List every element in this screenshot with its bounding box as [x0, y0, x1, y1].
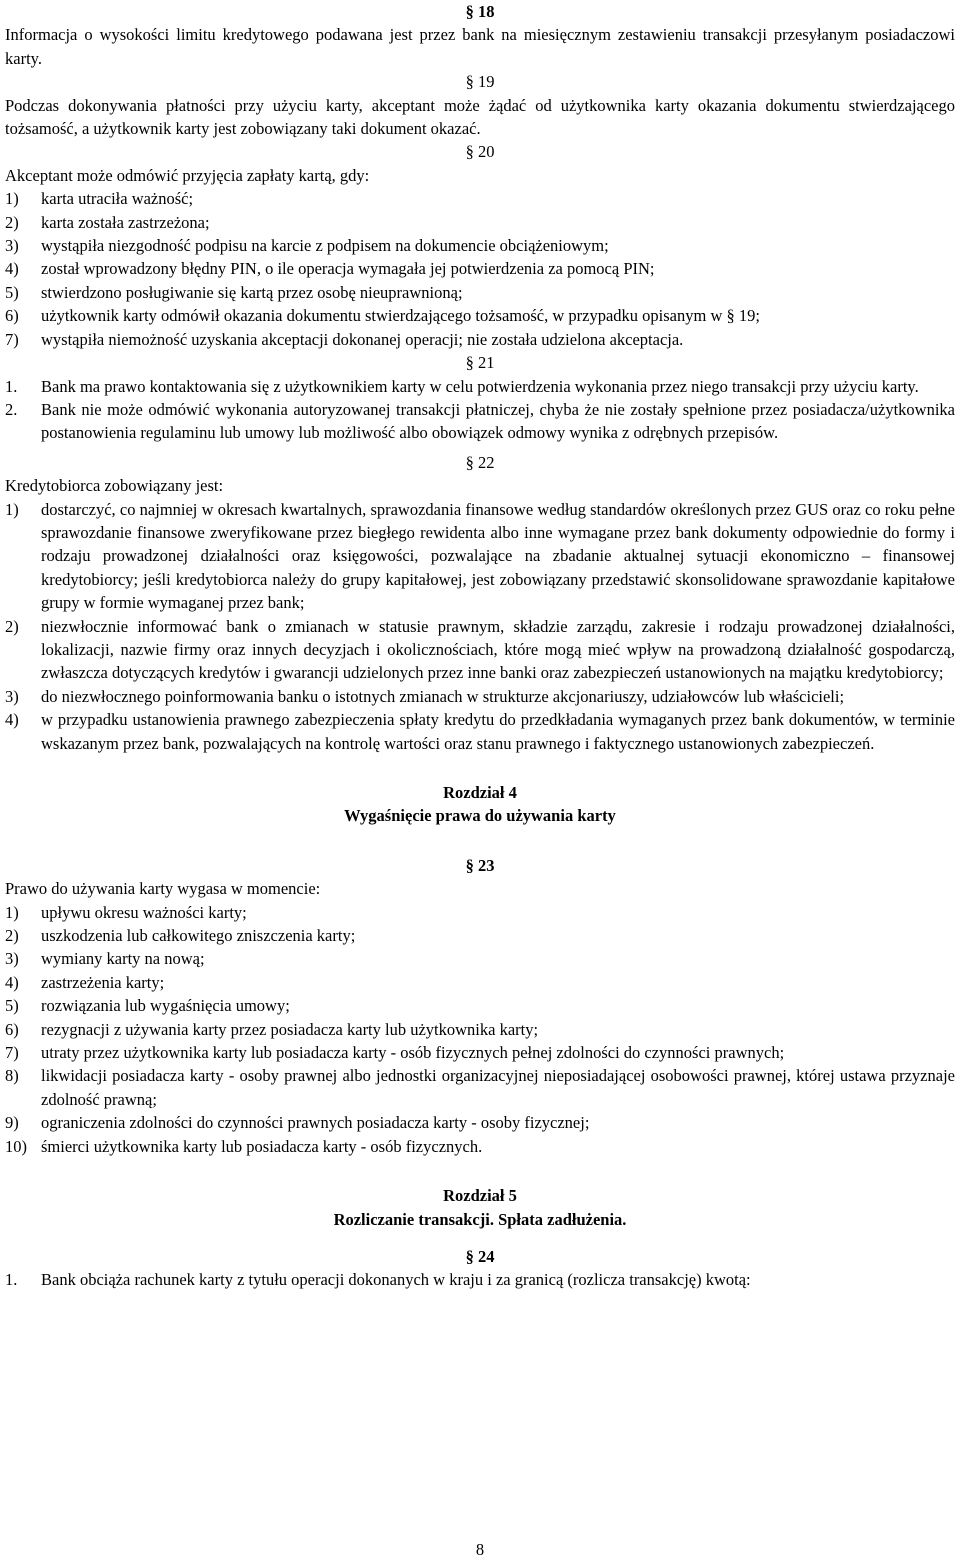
section-19-text: Podczas dokonywania płatności przy użyciu karty, akceptant może żądać od użytkownika karty okazania dokumentu stwierdzającego tożsamość, a użytkownik karty jest zobowiązany taki dokument okazać. [5, 95, 955, 139]
list-item-text: dostarczyć, co najmniej w okresach kwartalnych, sprawozdania finansowe według standardów określonych przez GUS oraz co roku pełne sprawozdanie finansowe zweryfikowane przez biegłego rewidenta albo inne wymagane przez bank dokumenty odpowiednie do formy i rodzaju prowadzonej działalności oraz księgowości, pozwalające na zbadanie aktualnej sytuacji ekonomiczno – finansowej kredytobiorcy; jeśli kredytobiorca należy do grupy kapitałowej, jest zobowiązany przedstawić skonsolidowane sprawozdanie kapitałowe grupy w formie wymaganej przez bank; [41, 499, 955, 613]
list-item [5, 1041, 955, 1064]
section-23-intro: Prawo do używania karty wygasa w momencie: [5, 879, 321, 899]
list-item-text: Bank ma prawo kontaktowania się z użytkownikiem karty w celu potwierdzenia wykonania przez niego transakcji przy użyciu karty. [41, 376, 919, 396]
list-item-number: 2) [5, 926, 19, 946]
chapter-label: Rozdział 5 [443, 1186, 517, 1206]
list-item-number: 1) [5, 902, 19, 922]
list-item-number: 10) [5, 1136, 27, 1156]
list-item [5, 1268, 955, 1291]
section-18-text: Informacja o wysokości limitu kredytowego podawana jest przez bank na miesięcznym zestawieniu transakcji przesyłanym posiadaczowi karty. [5, 25, 955, 68]
chapter-title: Wygaśnięcie prawa do używania karty [344, 806, 616, 826]
list-item [5, 901, 955, 924]
list-item-text: stwierdzono posługiwanie się kartą przez osobę nieuprawnioną; [41, 282, 463, 302]
list-item-text: w przypadku ustanowienia prawnego zabezpieczenia spłaty kredytu do przedkładania wymaganych przez bank dokumentów, w terminie wskazanym przez bank, pozwalających na kontrolę wartości oraz stanu prawnego i faktycznego ustanowionych zabezpieczeń. [41, 710, 955, 753]
list-item [5, 1064, 955, 1111]
list-item-number: 2. [5, 399, 18, 419]
list-item [5, 1135, 955, 1158]
list-item-number: 6) [5, 306, 19, 326]
list-item [5, 328, 955, 351]
list-item-number: 8) [5, 1066, 19, 1086]
list-item-number: 4) [5, 259, 19, 279]
document-body [5, 0, 955, 1292]
list-item-text: upływu okresu ważności karty; [41, 902, 247, 922]
list-item-text: użytkownik karty odmówił okazania dokumentu stwierdzającego tożsamość, w przypadku opisanym w § 19; [41, 306, 760, 326]
list-item-number: 6) [5, 1019, 19, 1039]
list-item-text: rezygnacji z używania karty przez posiadacza karty lub użytkownika karty; [41, 1019, 539, 1039]
list-item [5, 971, 955, 994]
section-heading-20: § 20 [465, 142, 495, 162]
list-item-number: 3) [5, 949, 19, 969]
list-item [5, 994, 955, 1017]
list-item-number: 1. [5, 376, 18, 396]
section-heading-18: § 18 [465, 2, 495, 21]
section-22-intro: Kredytobiorca zobowiązany jest: [5, 476, 224, 496]
spacer [5, 828, 955, 854]
list-item [5, 257, 955, 280]
section-heading-22: § 22 [465, 452, 495, 472]
list-item [5, 234, 955, 257]
list-item [5, 498, 955, 615]
list-item-number: 4) [5, 710, 19, 730]
list-item-text: karta utraciła ważność; [41, 189, 194, 209]
list-item-text: zastrzeżenia karty; [41, 972, 165, 992]
list-item-text: uszkodzenia lub całkowitego zniszczenia karty; [41, 926, 356, 946]
chapter-title: Rozliczanie transakcji. Spłata zadłużenia. [333, 1209, 627, 1229]
list-item-number: 5) [5, 996, 19, 1016]
page-number: 8 [475, 1540, 485, 1559]
list-item [5, 187, 955, 210]
list-item [5, 1111, 955, 1134]
list-item-number: 4) [5, 972, 19, 992]
spacer [5, 1231, 955, 1245]
list-item-number: 1) [5, 189, 19, 209]
list-item-text: wymiany karty na nową; [41, 949, 205, 969]
list-item-text: ograniczenia zdolności do czynności prawnych posiadacza karty - osoby fizycznej; [41, 1113, 590, 1133]
list-item [5, 685, 955, 708]
spacer [5, 1158, 955, 1184]
list-item [5, 304, 955, 327]
list-item-text: utraty przez użytkownika karty lub posiadacza karty - osób fizycznych pełnej zdolności do czynności prawnych; [41, 1043, 785, 1063]
list-item-text: został wprowadzony błędny PIN, o ile operacja wymagała jej potwierdzenia za pomocą PIN; [41, 259, 655, 279]
list-item [5, 708, 955, 755]
list-item-text: do niezwłocznego poinformowania banku o istotnych zmianach w strukturze akcjonariuszy, udziałowców lub właścicieli; [41, 686, 845, 706]
list-item-number: 7) [5, 1043, 19, 1063]
list-item [5, 615, 955, 685]
chapter-label: Rozdział 4 [443, 783, 517, 802]
list-item [5, 924, 955, 947]
list-item-number: 7) [5, 329, 19, 349]
list-item-number: 3) [5, 686, 19, 706]
section-heading-24: § 24 [465, 1246, 495, 1266]
section-20-intro: Akceptant może odmówić przyjęcia zapłaty kartą, gdy: [5, 165, 370, 185]
section-heading-23: § 23 [465, 855, 495, 875]
list-item [5, 211, 955, 234]
list-item [5, 947, 955, 970]
list-item-number: 2) [5, 212, 19, 232]
list-item-text: Bank nie może odmówić wykonania autoryzowanej transakcji płatniczej, chyba że nie zostały spełnione przez posiadacza/użytkownika postanowienia regulaminu lub umowy lub możliwość albo obowiązek odmowy wynika z odrębnych przepisów. [41, 399, 955, 443]
list-item-text: Bank obciąża rachunek karty z tytułu operacji dokonanych w kraju i za granicą (rozlicza transakcję) kwotą: [41, 1270, 751, 1290]
list-item-number: 5) [5, 282, 19, 302]
list-item-text: niezwłocznie informować bank o zmianach w statusie prawnym, składzie zarządu, zakresie i rodzaju prowadzonej działalności, lokalizacji, nazwie firmy oraz innych decyzjach i okolicznościach, które mogą mieć wpływ na prowadzoną działalność gospodarczą, zwłaszcza dotyczących kredytów i gwarancji udzielonych przez inne banki oraz zabezpieczeń ustanowionych na majątku kredytobiorcy; [41, 616, 955, 683]
list-item [5, 375, 955, 398]
list-item [5, 281, 955, 304]
list-item-text: wystąpiła niezgodność podpisu na karcie z podpisem na dokumencie obciążeniowym; [41, 236, 609, 256]
list-item-number: 3) [5, 236, 19, 256]
list-item-text: rozwiązania lub wygaśnięcia umowy; [41, 996, 290, 1016]
section-heading-21: § 21 [465, 353, 495, 373]
list-item-number: 1) [5, 499, 19, 519]
list-item-number: 9) [5, 1113, 19, 1133]
list-item [5, 398, 955, 445]
section-heading-19: § 19 [465, 72, 495, 92]
list-item-text: karta została zastrzeżona; [41, 212, 210, 232]
list-item [5, 1018, 955, 1041]
list-item-text: wystąpiła niemożność uzyskania akceptacji dokonanej operacji; nie została udzielona akceptacja. [41, 329, 684, 349]
spacer [5, 755, 955, 781]
list-item-number: 2) [5, 616, 19, 636]
list-item-number: 1. [5, 1270, 18, 1290]
list-item-text: likwidacji posiadacza karty - osoby prawnej albo jednostki organizacyjnej nieposiadającej osobowości prawnej, której ustawa przyznaje zdolność prawną; [41, 1066, 955, 1109]
list-item-text: śmierci użytkownika karty lub posiadacza karty - osób fizycznych. [41, 1136, 483, 1156]
